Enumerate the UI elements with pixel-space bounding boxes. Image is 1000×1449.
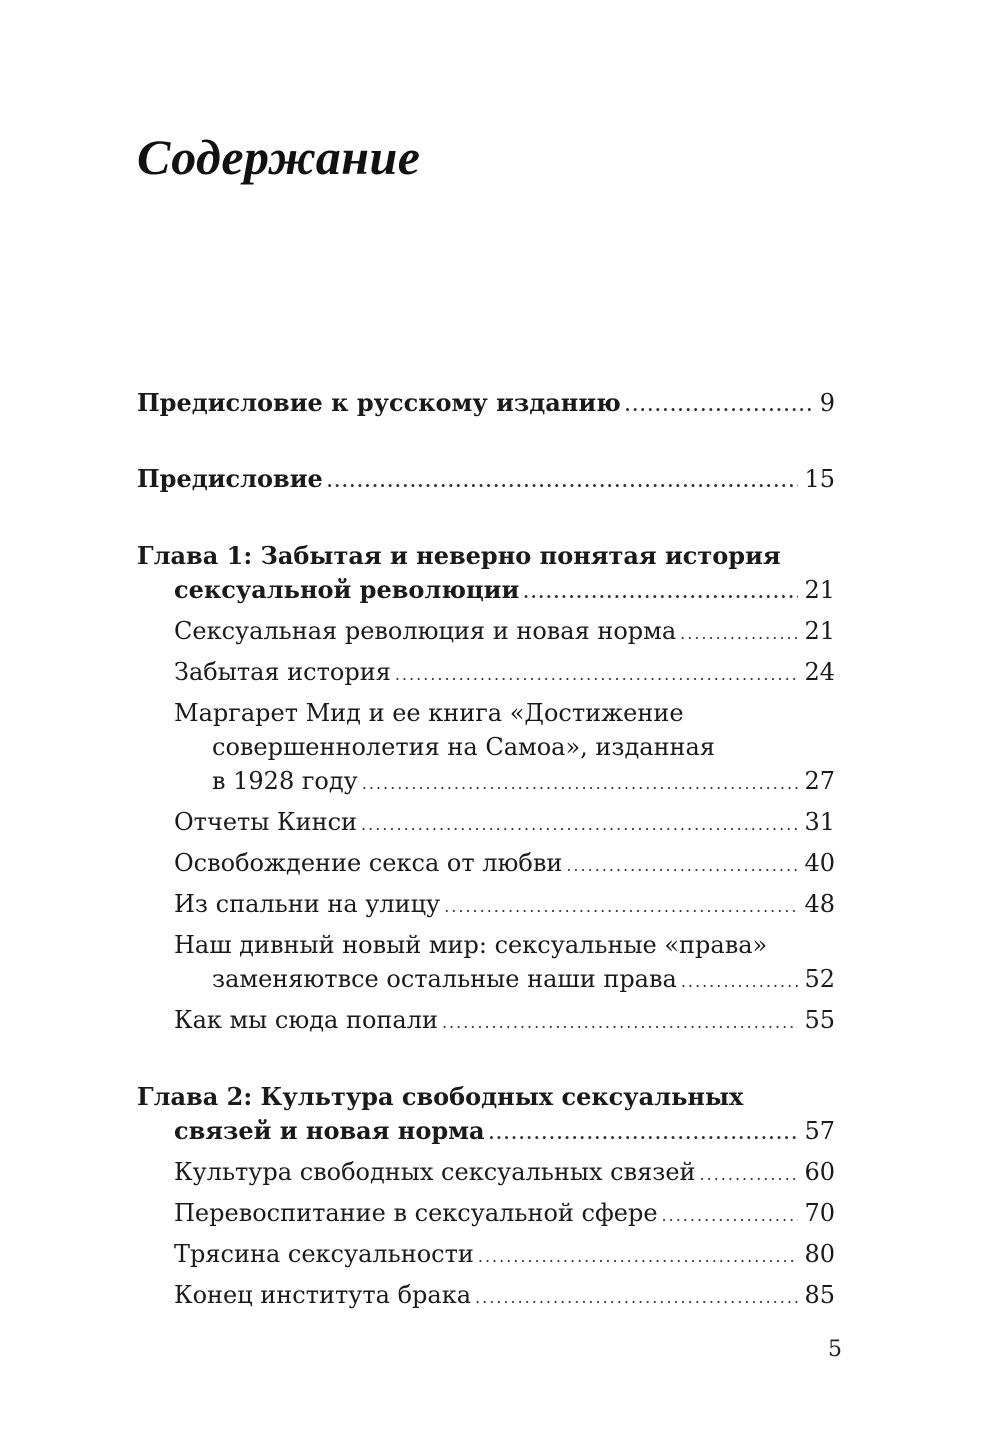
toc-entry-page: 85 bbox=[804, 1281, 835, 1309]
toc-entry bbox=[174, 1237, 835, 1274]
toc-entry-title: Из спальни на улицу bbox=[174, 890, 441, 918]
toc-entry-page: 80 bbox=[804, 1240, 835, 1268]
toc-chapter-heading: Глава 1: Забытая и неверно понятая история bbox=[137, 541, 781, 570]
toc-leader-dots bbox=[662, 1199, 799, 1233]
toc-entry bbox=[174, 655, 835, 692]
toc-entry-title: Отчеты Кинси bbox=[174, 808, 358, 836]
toc-entry-page: 9 bbox=[819, 389, 835, 417]
toc-leader-dots bbox=[475, 1281, 798, 1315]
toc-entry-page: 52 bbox=[804, 965, 835, 993]
toc-leader-dots bbox=[681, 965, 799, 999]
toc-leader-dots bbox=[680, 617, 798, 651]
toc-leader-dots bbox=[478, 1240, 799, 1274]
toc-leader-dots bbox=[625, 389, 814, 423]
toc-entry-page: 40 bbox=[804, 849, 835, 877]
toc-entry bbox=[174, 1003, 835, 1040]
toc-chapter-heading: Глава 2: Культура свободных сексуальных bbox=[137, 1082, 744, 1111]
toc-entry bbox=[174, 573, 835, 610]
toc-entry-page: 57 bbox=[804, 1117, 835, 1145]
toc-entry-title: Культура свободных сексуальных связей bbox=[174, 1158, 696, 1186]
toc-entry bbox=[212, 764, 835, 801]
toc-entry bbox=[174, 805, 835, 842]
toc-entry-title: Предисловие к русскому изданию bbox=[137, 388, 621, 417]
toc-leader-dots bbox=[523, 576, 798, 610]
toc-leader-dots bbox=[700, 1158, 799, 1192]
toc-entry-page: 27 bbox=[804, 767, 835, 795]
toc-leader-dots bbox=[327, 465, 799, 499]
toc-entry-title: Освобождение секса от любви bbox=[174, 849, 563, 877]
toc-entry-page: 21 bbox=[804, 617, 835, 645]
page-title: Содержание bbox=[137, 129, 421, 185]
toc-entry-title-line: Маргарет Мид и ее книга «Достижение bbox=[174, 699, 684, 727]
toc-entry-title: Конец института брака bbox=[174, 1281, 472, 1309]
toc-entry-page: 15 bbox=[804, 465, 835, 493]
toc-leader-dots bbox=[361, 808, 798, 842]
toc-entry-page: 31 bbox=[804, 808, 835, 836]
toc-entry-page: 24 bbox=[804, 658, 835, 686]
toc-entry-title-line: Наш дивный новый мир: сексуальные «права» bbox=[174, 931, 768, 959]
toc-entry bbox=[212, 962, 835, 999]
toc-entry-page: 21 bbox=[804, 576, 835, 604]
toc-entry-title: Перевоспитание в сексуальной сфере bbox=[174, 1199, 658, 1227]
toc-entry bbox=[174, 846, 835, 883]
toc-leader-dots bbox=[489, 1117, 799, 1151]
toc-entry-page: 55 bbox=[804, 1006, 835, 1034]
toc-entry-title: в 1928 году bbox=[212, 767, 358, 795]
toc-entry-title-line: совершеннолетия на Самоа», изданная bbox=[212, 733, 716, 761]
toc-entry-title: Забытая история bbox=[174, 658, 391, 686]
toc-entry bbox=[137, 462, 835, 499]
toc-entry bbox=[174, 614, 835, 651]
toc-entry-page: 48 bbox=[804, 890, 835, 918]
toc-entry-title: Как мы сюда попали bbox=[174, 1006, 438, 1034]
toc-entry-title: Сексуальная революция и новая норма bbox=[174, 617, 677, 645]
toc-entry bbox=[174, 1155, 835, 1192]
toc-entry-title: связей и новая норма bbox=[174, 1116, 485, 1145]
toc-entry bbox=[137, 386, 835, 423]
toc-entry bbox=[174, 1196, 835, 1233]
toc-entry bbox=[174, 887, 835, 924]
toc-leader-dots bbox=[362, 767, 799, 801]
toc-entry bbox=[174, 1114, 835, 1151]
toc-entry-page: 60 bbox=[804, 1158, 835, 1186]
toc-leader-dots bbox=[444, 890, 798, 924]
toc-entry-page: 70 bbox=[804, 1199, 835, 1227]
page-number: 5 bbox=[828, 1337, 842, 1362]
toc-entry-title: Трясина сексуальности bbox=[174, 1240, 474, 1268]
toc-entry-title: Предисловие bbox=[137, 464, 323, 493]
toc-entry-title: сексуальной революции bbox=[174, 575, 520, 604]
toc-entry-title: заменяютвсе остальные наши права bbox=[212, 965, 677, 993]
toc-leader-dots bbox=[442, 1006, 799, 1040]
toc-leader-dots bbox=[566, 849, 798, 883]
toc-entry bbox=[174, 1278, 835, 1315]
toc-leader-dots bbox=[395, 658, 799, 692]
